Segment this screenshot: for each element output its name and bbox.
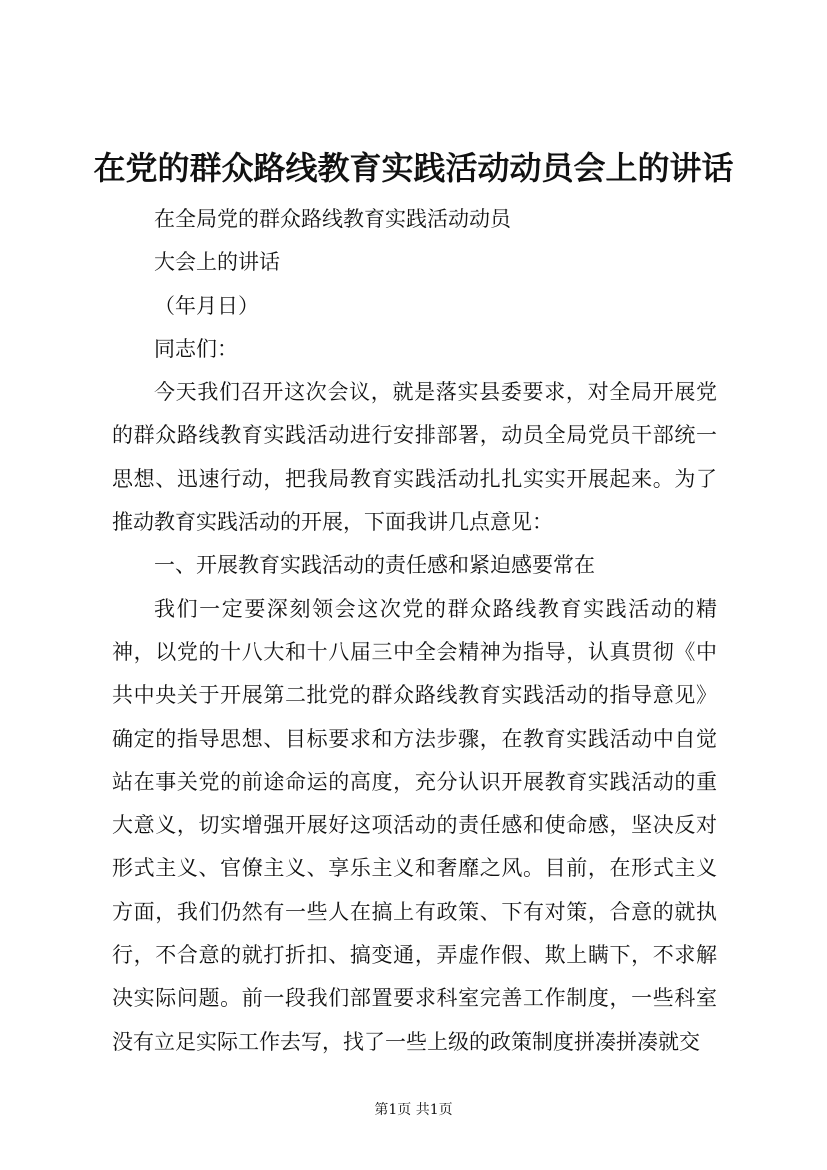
document-body xyxy=(112,198,717,1064)
document-title: 在党的群众路线教育实践活动动员会上的讲话 xyxy=(93,149,734,187)
section-heading-1: 一、开展教育实践活动的责任感和紧迫感要常在 xyxy=(154,553,595,578)
subtitle-line-1: 在全局党的群众路线教育实践活动动员 xyxy=(154,207,511,231)
paragraph-intro: 今天我们召开这次会议，就是落实县委要求，对全局开展党的群众路线教育实践活动进行安排部署，动员全局党员干部统一思想、迅速行动，把我局教育实践活动扎扎实实开展起来。为了推动教育实践活动的开展，下面我讲几点意见： xyxy=(112,380,717,535)
page-footer: 第1页 共1页 xyxy=(374,1102,453,1118)
date-line: （年月日） xyxy=(154,293,259,318)
salutation: 同志们： xyxy=(154,336,238,361)
subtitle-line-2: 大会上的讲话 xyxy=(154,250,280,275)
paragraph-section-1: 我们一定要深刻领会这次党的群众路线教育实践活动的精神，以党的十八大和十八届三中全会精神为指导，认真贯彻《中共中央关于开展第二批党的群众路线教育实践活动的指导意见》确定的指导思想、目标要求和方法步骤，在教育实践活动中自觉站在事关党的前途命运的高度，充分认识开展教育实践活动的重大意义，切实增强开展好这项活动的责任感和使命感，坚决反对形式主义、官僚主义、享乐主义和奢靡之风。目前，在形式主义方面，我们仍然有一些人在搞上有政策、下有对策，合意的就执行，不合意的就打折扣、搞变通，弄虚作假、欺上瞒下，不求解决实际问题。前一段我们部置要求科室完善工作制度，一些科室没有立足实际工作去写，找了一些上级的政策制度拼凑拼凑就交 xyxy=(112,596,717,1054)
